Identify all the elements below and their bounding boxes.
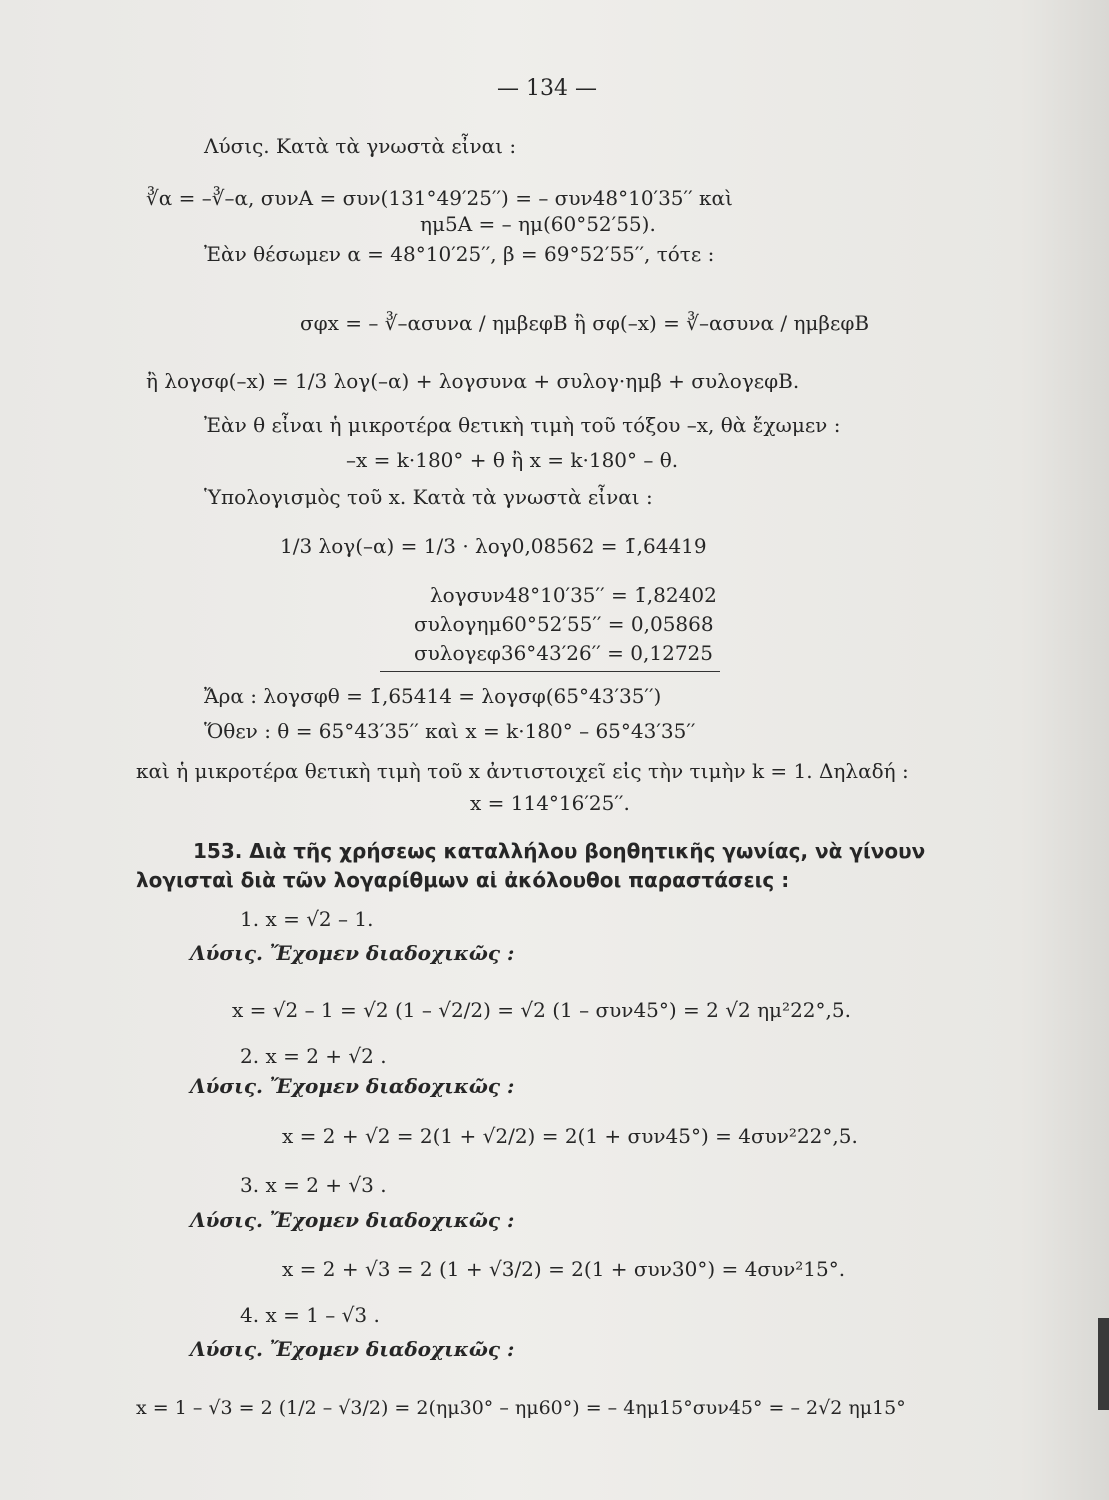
solution-1-heading: Λύσις. Ἔχομεν διαδοχικῶς : [190,941,515,965]
solution-2-heading: Λύσις. Ἔχομεν διαδοχικῶς : [190,1074,515,1098]
solution-heading: Λύσις. Κατὰ τὰ γνωστὰ εἶναι : [204,134,517,158]
item-1: 1. x = √2 – 1. [240,907,374,931]
solution-1-equation: x = √2 – 1 = √2 (1 – √2/2) = √2 (1 – συν45°) = 2 √2 ημ²22°,5. [232,998,851,1022]
page-number: — 134 — [497,76,597,101]
solution-4-heading: Λύσις. Ἔχομεν διαδοχικῶς : [190,1337,515,1361]
problem-153-line-1: 153. Διὰ τῆς χρήσεως καταλλήλου βοηθητικῆς γωνίας, νὰ γίνουν [193,839,926,863]
item-2: 2. x = 2 + √2 . [240,1044,387,1068]
x-relation: –x = k·180° + θ ἢ x = k·180° – θ. [346,448,679,472]
colog-tan-line: συλογεφ36°43′26′′ = 0,12725 [414,641,713,665]
scan-edge-shadow [1098,1318,1109,1410]
solution-3-heading: Λύσις. Ἔχομεν διαδοχικῶς : [190,1208,515,1232]
cotangent-formula: σφx = – ∛–ασυνα / ημβεφB ἢ σφ(–x) = ∛–ασυνα / ημβεφB [300,311,870,335]
smallest-value-text: καὶ ἡ μικροτέρα θετικὴ τιμὴ τοῦ x ἀντιστοιχεῖ εἰς τὴν τιμὴν k = 1. Δηλαδή : [136,759,909,783]
item-3: 3. x = 2 + √3 . [240,1173,387,1197]
roots-equation: ∛α = –∛–α, συνA = συν(131°49′25′′) = – συν48°10′35′′ καὶ [146,186,733,210]
item-4: 4. x = 1 – √3 . [240,1303,380,1327]
log-cos-line: λογσυν48°10′35′′ = 1̄,82402 [430,583,717,607]
theta-definition: Ἐὰν θ εἶναι ἡ μικροτέρα θετικὴ τιμὴ τοῦ τόξου –x, θὰ ἔχωμεν : [204,413,841,437]
log-cotangent-formula: ἢ λογσφ(–x) = 1/3 λογ(–α) + λογσυνα + συλογ·ημβ + συλογεφB. [146,369,800,393]
log-alpha-line: 1/3 λογ(–α) = 1/3 · λογ0,08562 = 1̄,64419 [280,534,707,558]
solution-4-equation: x = 1 – √3 = 2 (1/2 – √3/2) = 2(ημ30° – ημ60°) = – 4ημ15°συν45° = – 2√2 ημ15° [136,1397,906,1419]
problem-153-line-2: λογισταὶ διὰ τῶν λογαρίθμων αἱ ἀκόλουθοι παραστάσεις : [136,868,790,892]
sum-rule [380,671,720,672]
solution-2-equation: x = 2 + √2 = 2(1 + √2/2) = 2(1 + συν45°) = 4συν²22°,5. [282,1124,858,1148]
ara-line: Ἄρα : λογσφθ = 1̄,65414 = λογσφ(65°43′35′′) [204,684,662,708]
othen-line: Ὅθεν : θ = 65°43′35′′ καὶ x = k·180° – 65°43′35′′ [204,719,696,743]
colog-sin-line: συλογημ60°52′55′′ = 0,05868 [414,612,714,636]
result-line: x = 114°16′25′′. [470,791,630,815]
sine-equation: ημ5A = – ημ(60°52′55). [420,212,656,236]
calculation-heading: Ὑπολογισμὸς τοῦ x. Κατὰ τὰ γνωστὰ εἶναι : [204,485,653,509]
substitution-text: Ἐὰν θέσωμεν α = 48°10′25′′, β = 69°52′55′′, τότε : [204,242,715,266]
solution-3-equation: x = 2 + √3 = 2 (1 + √3/2) = 2(1 + συν30°) = 4συν²15°. [282,1257,846,1281]
